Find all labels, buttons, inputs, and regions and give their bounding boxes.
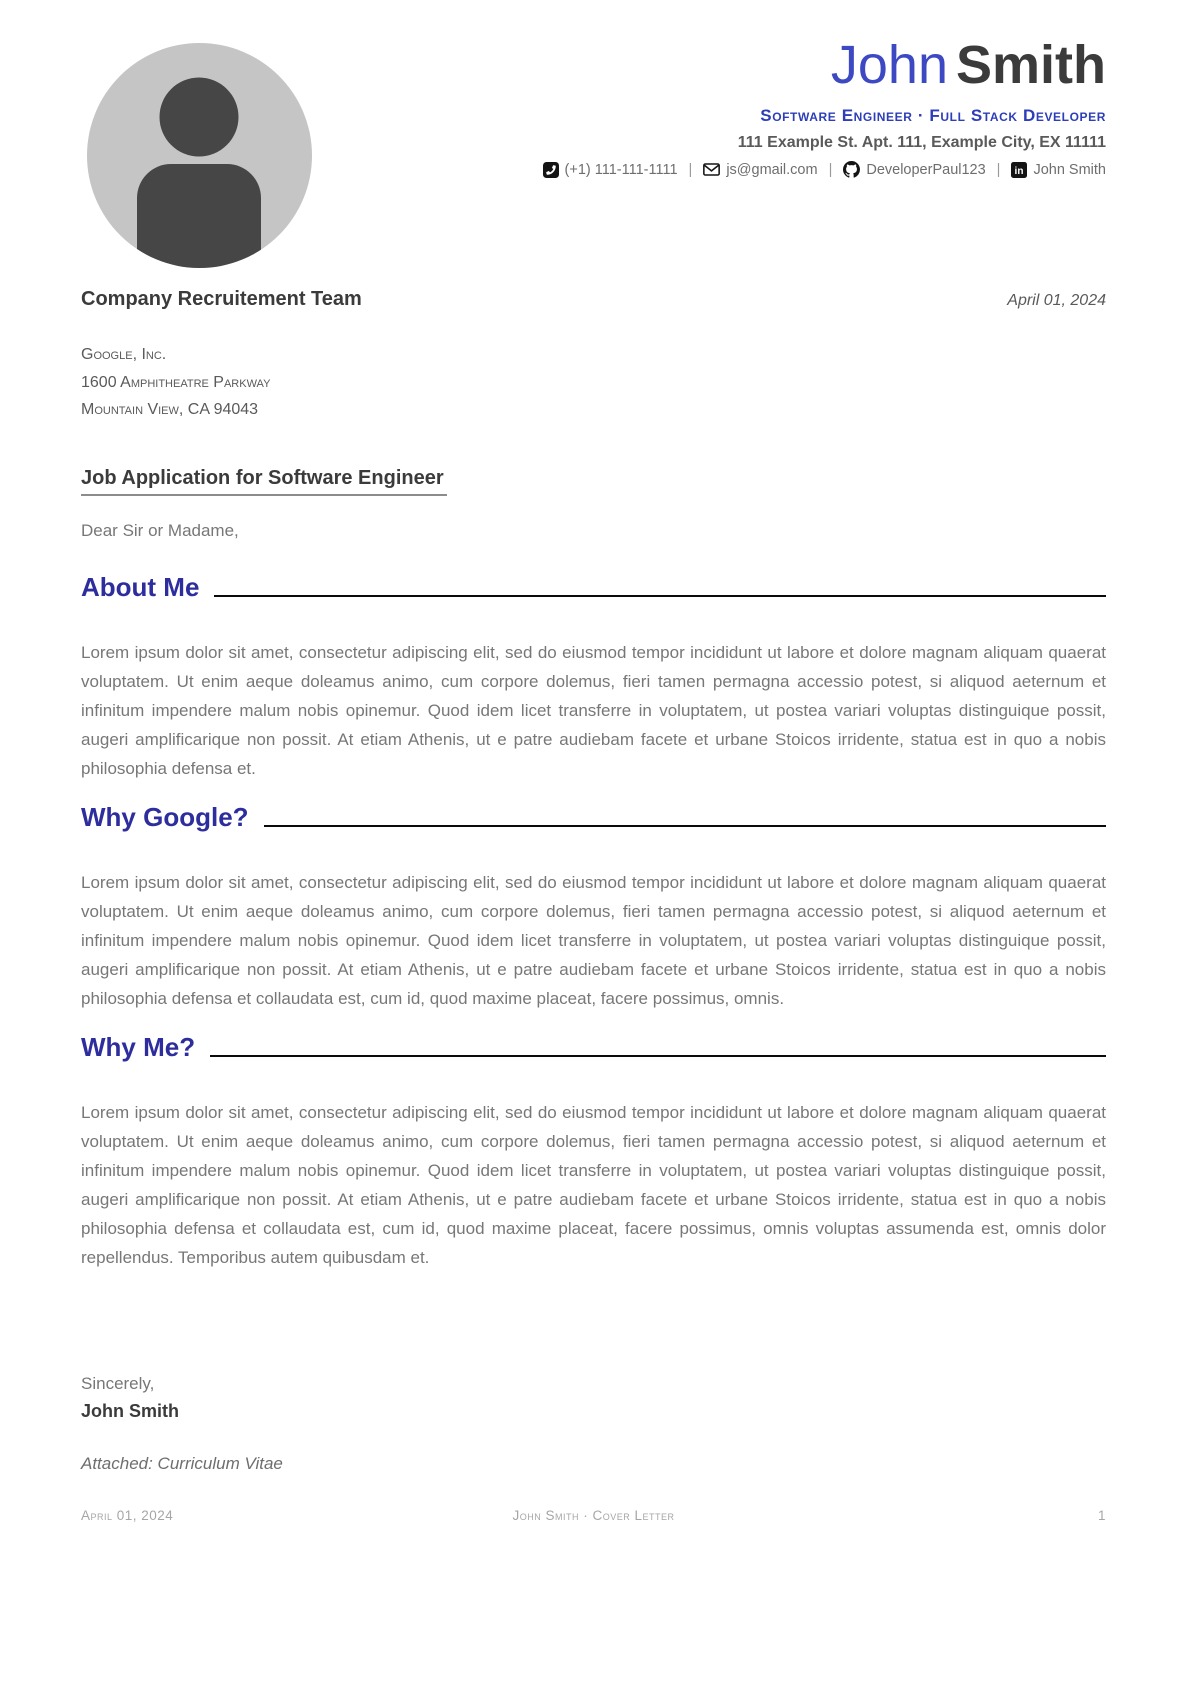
page-title bbox=[543, 36, 1106, 95]
footer-date: April 01, 2024 bbox=[81, 1508, 174, 1523]
contact-row bbox=[543, 161, 1106, 178]
attachment-note: Attached: Curriculum Vitae bbox=[81, 1454, 283, 1473]
company-address-block bbox=[81, 341, 270, 424]
valediction: Sincerely, bbox=[81, 1374, 155, 1393]
letter-date: April 01, 2024 bbox=[1007, 292, 1106, 309]
section-heading bbox=[81, 572, 1106, 602]
section-title: Why Google? bbox=[81, 802, 249, 832]
first-name: John bbox=[830, 35, 948, 95]
email-link[interactable] bbox=[703, 162, 817, 178]
section-paragraph: Lorem ipsum dolor sit amet, consectetur adipiscing elit, sed do eiusmod tempor incididunt ut labore et dolore magnam aliquam quaerat voluptatem. Ut enim aeque doleamus animo, cum corpore dolemus, fieri tamen permagna accessio potest, si aliquod aeternum et infinitum impendere malum nobis opinemur. Quod idem licet transferre in voluptatem, ut postea variari voluptas distinguique possit, augeri amplificarique non possit. At etiam Athenis, ut e patre audiebam facete et urbane Stoicos irridente, statua est in quo a nobis philosophia defensa et collaudata est, cum id, quod maxime placeat, facere possimus, omnis. bbox=[81, 873, 1106, 1008]
contact-separator: | bbox=[828, 161, 833, 178]
street-address: 111 Example St. Apt. 111, Example City, EX 11111 bbox=[737, 134, 1106, 152]
section-paragraph: Lorem ipsum dolor sit amet, consectetur adipiscing elit, sed do eiusmod tempor incididunt ut labore et dolore magnam aliquam quaerat voluptatem. Ut enim aeque doleamus animo, cum corpore dolemus, fieri tamen permagna accessio potest, si aliquod aeternum et infinitum impendere malum nobis opinemur. Quod idem licet transferre in voluptatem, ut postea variari voluptas distinguique possit, augeri amplificarique non possit. At etiam Athenis, ut e patre audiebam facete et urbane Stoicos irridente, statua est in quo a nobis philosophia defensa et. bbox=[81, 643, 1106, 778]
section-paragraph: Lorem ipsum dolor sit amet, consectetur adipiscing elit, sed do eiusmod tempor incididunt ut labore et dolore magnam aliquam quaerat voluptatem. Ut enim aeque doleamus animo, cum corpore dolemus, fieri tamen permagna accessio potest, si aliquod aeternum et infinitum impendere malum nobis opinemur. Quod idem licet transferre in voluptatem, ut postea variari voluptas distinguique possit, augeri amplificarique non possit. At etiam Athenis, ut e patre audiebam facete et urbane Stoicos irridente, statua est in quo a nobis philosophia defensa et collaudata est, cum id, quod maxime placeat, facere possimus, omnis voluptas assumenda est, omnis dolor repellendus. Temporibus autem quibusdam et. bbox=[81, 1103, 1106, 1267]
contact-separator: | bbox=[996, 161, 1001, 178]
phone-number: (+1) 111-111-1111 bbox=[564, 161, 678, 178]
header bbox=[543, 36, 1106, 178]
svg-text:in: in bbox=[1015, 165, 1024, 177]
section-rule bbox=[264, 825, 1106, 828]
section-why-me bbox=[81, 1032, 1106, 1272]
section-why-google bbox=[81, 802, 1106, 1013]
footer-document-title: John Smith · Cover Letter bbox=[512, 1508, 675, 1523]
page-footer bbox=[81, 1508, 1106, 1528]
section-heading bbox=[81, 802, 1106, 832]
avatar-image bbox=[87, 43, 312, 268]
phone-icon bbox=[543, 162, 559, 178]
closing-block bbox=[81, 1374, 283, 1474]
recipient-row bbox=[81, 288, 1106, 311]
company-street: 1600 Amphitheatre Parkway bbox=[81, 373, 271, 391]
subject-line: Job Application for Software Engineer bbox=[81, 467, 447, 496]
linkedin-icon bbox=[1011, 162, 1027, 178]
linkedin-link[interactable] bbox=[1011, 162, 1106, 178]
section-title: Why Me? bbox=[81, 1032, 196, 1062]
contact-separator: | bbox=[688, 161, 693, 178]
recipient-team: Company Recruitement Team bbox=[81, 288, 362, 310]
section-about-me bbox=[81, 572, 1106, 783]
email-icon bbox=[703, 163, 720, 176]
section-rule bbox=[214, 595, 1106, 598]
github-link[interactable] bbox=[843, 161, 985, 178]
phone-link[interactable] bbox=[543, 162, 678, 178]
footer-page-number: 1 bbox=[1097, 1508, 1106, 1523]
github-username: DeveloperPaul123 bbox=[866, 161, 986, 178]
salutation: Dear Sir or Madame, bbox=[81, 521, 239, 540]
avatar bbox=[87, 43, 312, 268]
company-name: Google, Inc. bbox=[81, 346, 167, 363]
signature-name: John Smith bbox=[81, 1401, 179, 1421]
job-tagline: Software Engineer · Full Stack Developer bbox=[760, 106, 1106, 126]
section-rule bbox=[210, 1055, 1106, 1058]
letter-body bbox=[81, 572, 1106, 1291]
last-name: Smith bbox=[955, 35, 1106, 95]
section-title: About Me bbox=[81, 572, 200, 602]
linkedin-name: John Smith bbox=[1033, 161, 1106, 178]
github-icon bbox=[843, 161, 860, 178]
company-city: Mountain View, CA 94043 bbox=[81, 401, 259, 418]
email-address: js@gmail.com bbox=[726, 161, 818, 178]
section-heading bbox=[81, 1032, 1106, 1062]
